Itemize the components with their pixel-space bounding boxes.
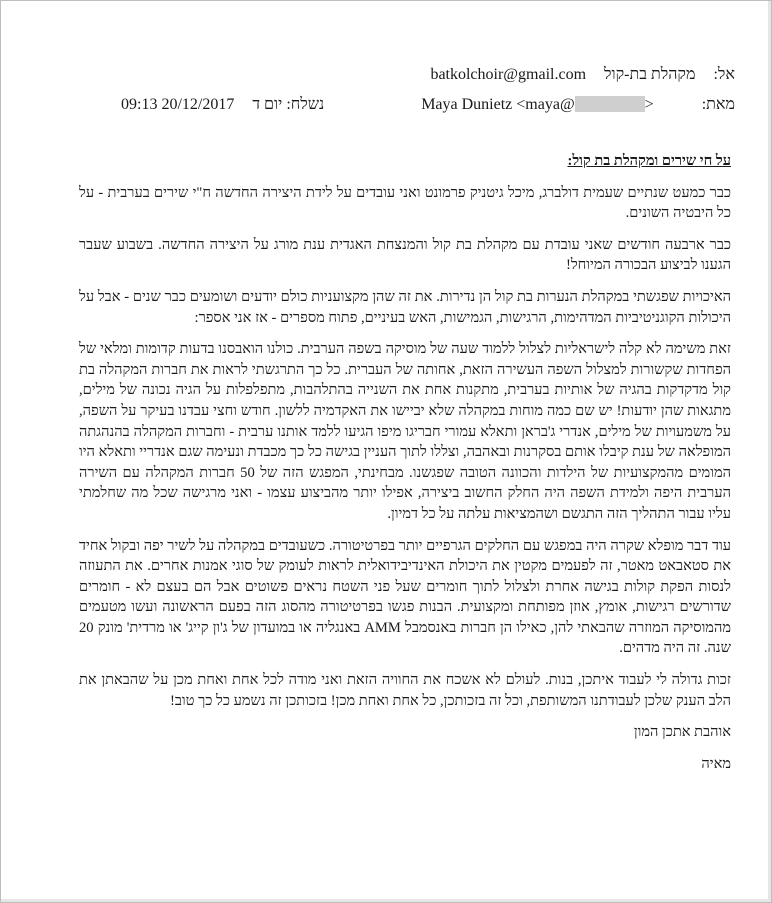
- letter-title: על חי שירים ומקהלת בת קול:: [567, 153, 731, 169]
- paragraph-1: כבר כמעט שנתיים שעמית דולברג, מיכל גיטניק פרמונט ואני עובדים על לידת היצירה החדשה ח"י שירים בערבית - על כל היבטיה השונים.: [79, 184, 731, 222]
- signature: מאיה: [701, 755, 731, 772]
- paragraph-5: עוד דבר מופלא שקרה היה במפגש עם החלקים הגרפיים יותר בפרטיטורה. כשעובדים במקהלה על לשיר יפה ובקול אחיד את סטאבאט מאטר, זה לפעמים מקטין את היכולת האינדיבידואלית לראות לעומק של סוגי אמנות אחרים. את התעוזה לנסות הפקת קולות בגישה אחרת ולצלול לתוך חומרים שעל פני השטח נראים פשוטים אבל הם בעצם לא - חומרים שדורשים רגישות, אומץ, אוזן מפותחת ומקצועית. הבנות פגשו בפרטיטורה מהסוג הזה בפעם הראשונה ועשו מטעמים מהמוסיקה המוזרה שהבאתי להן, כאילו הן חברות באנסמבל AMM באנגליה או במועדון של ג'ון קייג' או מרדית' מונק 20 שנה. זה היה מדהים.: [79, 537, 731, 657]
- sent-block: [121, 94, 324, 116]
- paragraph-3: האיכויות שפגשתי במקהלת הנערות בת קול הן נדירות. את זה שהן מקצועניות כולם יודעים ושומעים כבר שנים - אבל על היכולות הקוגניטיביות המדהימות, הרגישות, הגמישות, האש בעיניים, פתוח מספרים - אז אני אספר:: [79, 288, 731, 326]
- from-block: [421, 94, 735, 116]
- paragraph-2: כבר ארבעה חודשים שאני עובדת עם מקהלת בת קול והמנצחת האגדית ענת מורג על היצירה החדשה. בשבוע שעבר הגענו לביצוע הבכורה המיוחל!: [79, 236, 731, 274]
- paragraph-4: זאת משימה לא קלה לישראליות לצלול ללמוד שעה של מוסיקה בשפה הערבית. כולנו הואבסנו בדעות קדומות ומלאי של הפחדות שקשורות למצלול השפה העשירה הזאת, אחותה של העברית. כל כך התרגשתי לראות את חברות המקהלה בת קול מדקדקות בהגיה של אותיות בערבית, מתקנות אחת את השנייה בהתלהבות, מתפלפלות על הגיה נכונה של מילים, מתגאות שהן יודעות! יש שם כמה מוחות במקהלה שלא יביישו את האקדמיה ללשון. חודש וחצי עבדנו בעיקר על השפה, על משמעויות של מילים, אנדרי ג'בראן ותאלא עמורי חבריגו מיפו הגיעו ללמד אותנו ערבית - וחברות המקהלה בהנהגתה המופלאה של ענת קיבלו אותם בסקרנות ובאהבה, וצללו לתוך העניין בגישה כל כך מכבדת ונעימה שגם אנדריי ותאלא היו המומים מהמקצועיות של הילדות והכוונה הטובה שפגשנו. מבחינתי, המפגש הזה של 50 חברות המקהלה עם השירה הערבית היפה ולמידת השפה היה החלק החשוב ביצירה, אפילו יותר מהביצוע עצמו - ואני מרגישה שכל מה שחלמתי עליו עבור התהליך הזה התגשם ושהמציאות עלתה על כל דמיון.: [79, 341, 731, 522]
- to-line: [101, 64, 735, 86]
- to-label: אל:: [713, 66, 735, 83]
- from-label: מאת:: [701, 96, 735, 113]
- to-email[interactable]: batkolchoir@gmail.com: [430, 66, 587, 83]
- letter-body: [79, 151, 731, 785]
- to-name: מקהלת בת-קול: [604, 66, 696, 83]
- from-name: Maya Dunietz <maya@: [421, 96, 575, 113]
- from-line: [101, 94, 735, 116]
- redacted-email-block: [575, 96, 645, 112]
- from-suffix: >: [644, 96, 654, 113]
- from-address[interactable]: [421, 96, 654, 113]
- sent-label: נשלח: יום ד: [252, 96, 325, 113]
- sent-datetime: 09:13 20/12/2017: [121, 96, 235, 113]
- paragraph-6: זכות גדולה לי לעבוד איתכן, בנות. לעולם לא אשכח את החוויה הזאת ואני מודה לכל אחת ואחת מכן על שהבאתן את הלב הענק שלכן לעבודתנו המשותפת, וכל זה בזכותכן, כל אחת ואחת מכן! בזכותכן זה נשמע כל כך טוב!: [79, 672, 731, 709]
- closing-line: אוהבת אתכן המון: [633, 724, 731, 741]
